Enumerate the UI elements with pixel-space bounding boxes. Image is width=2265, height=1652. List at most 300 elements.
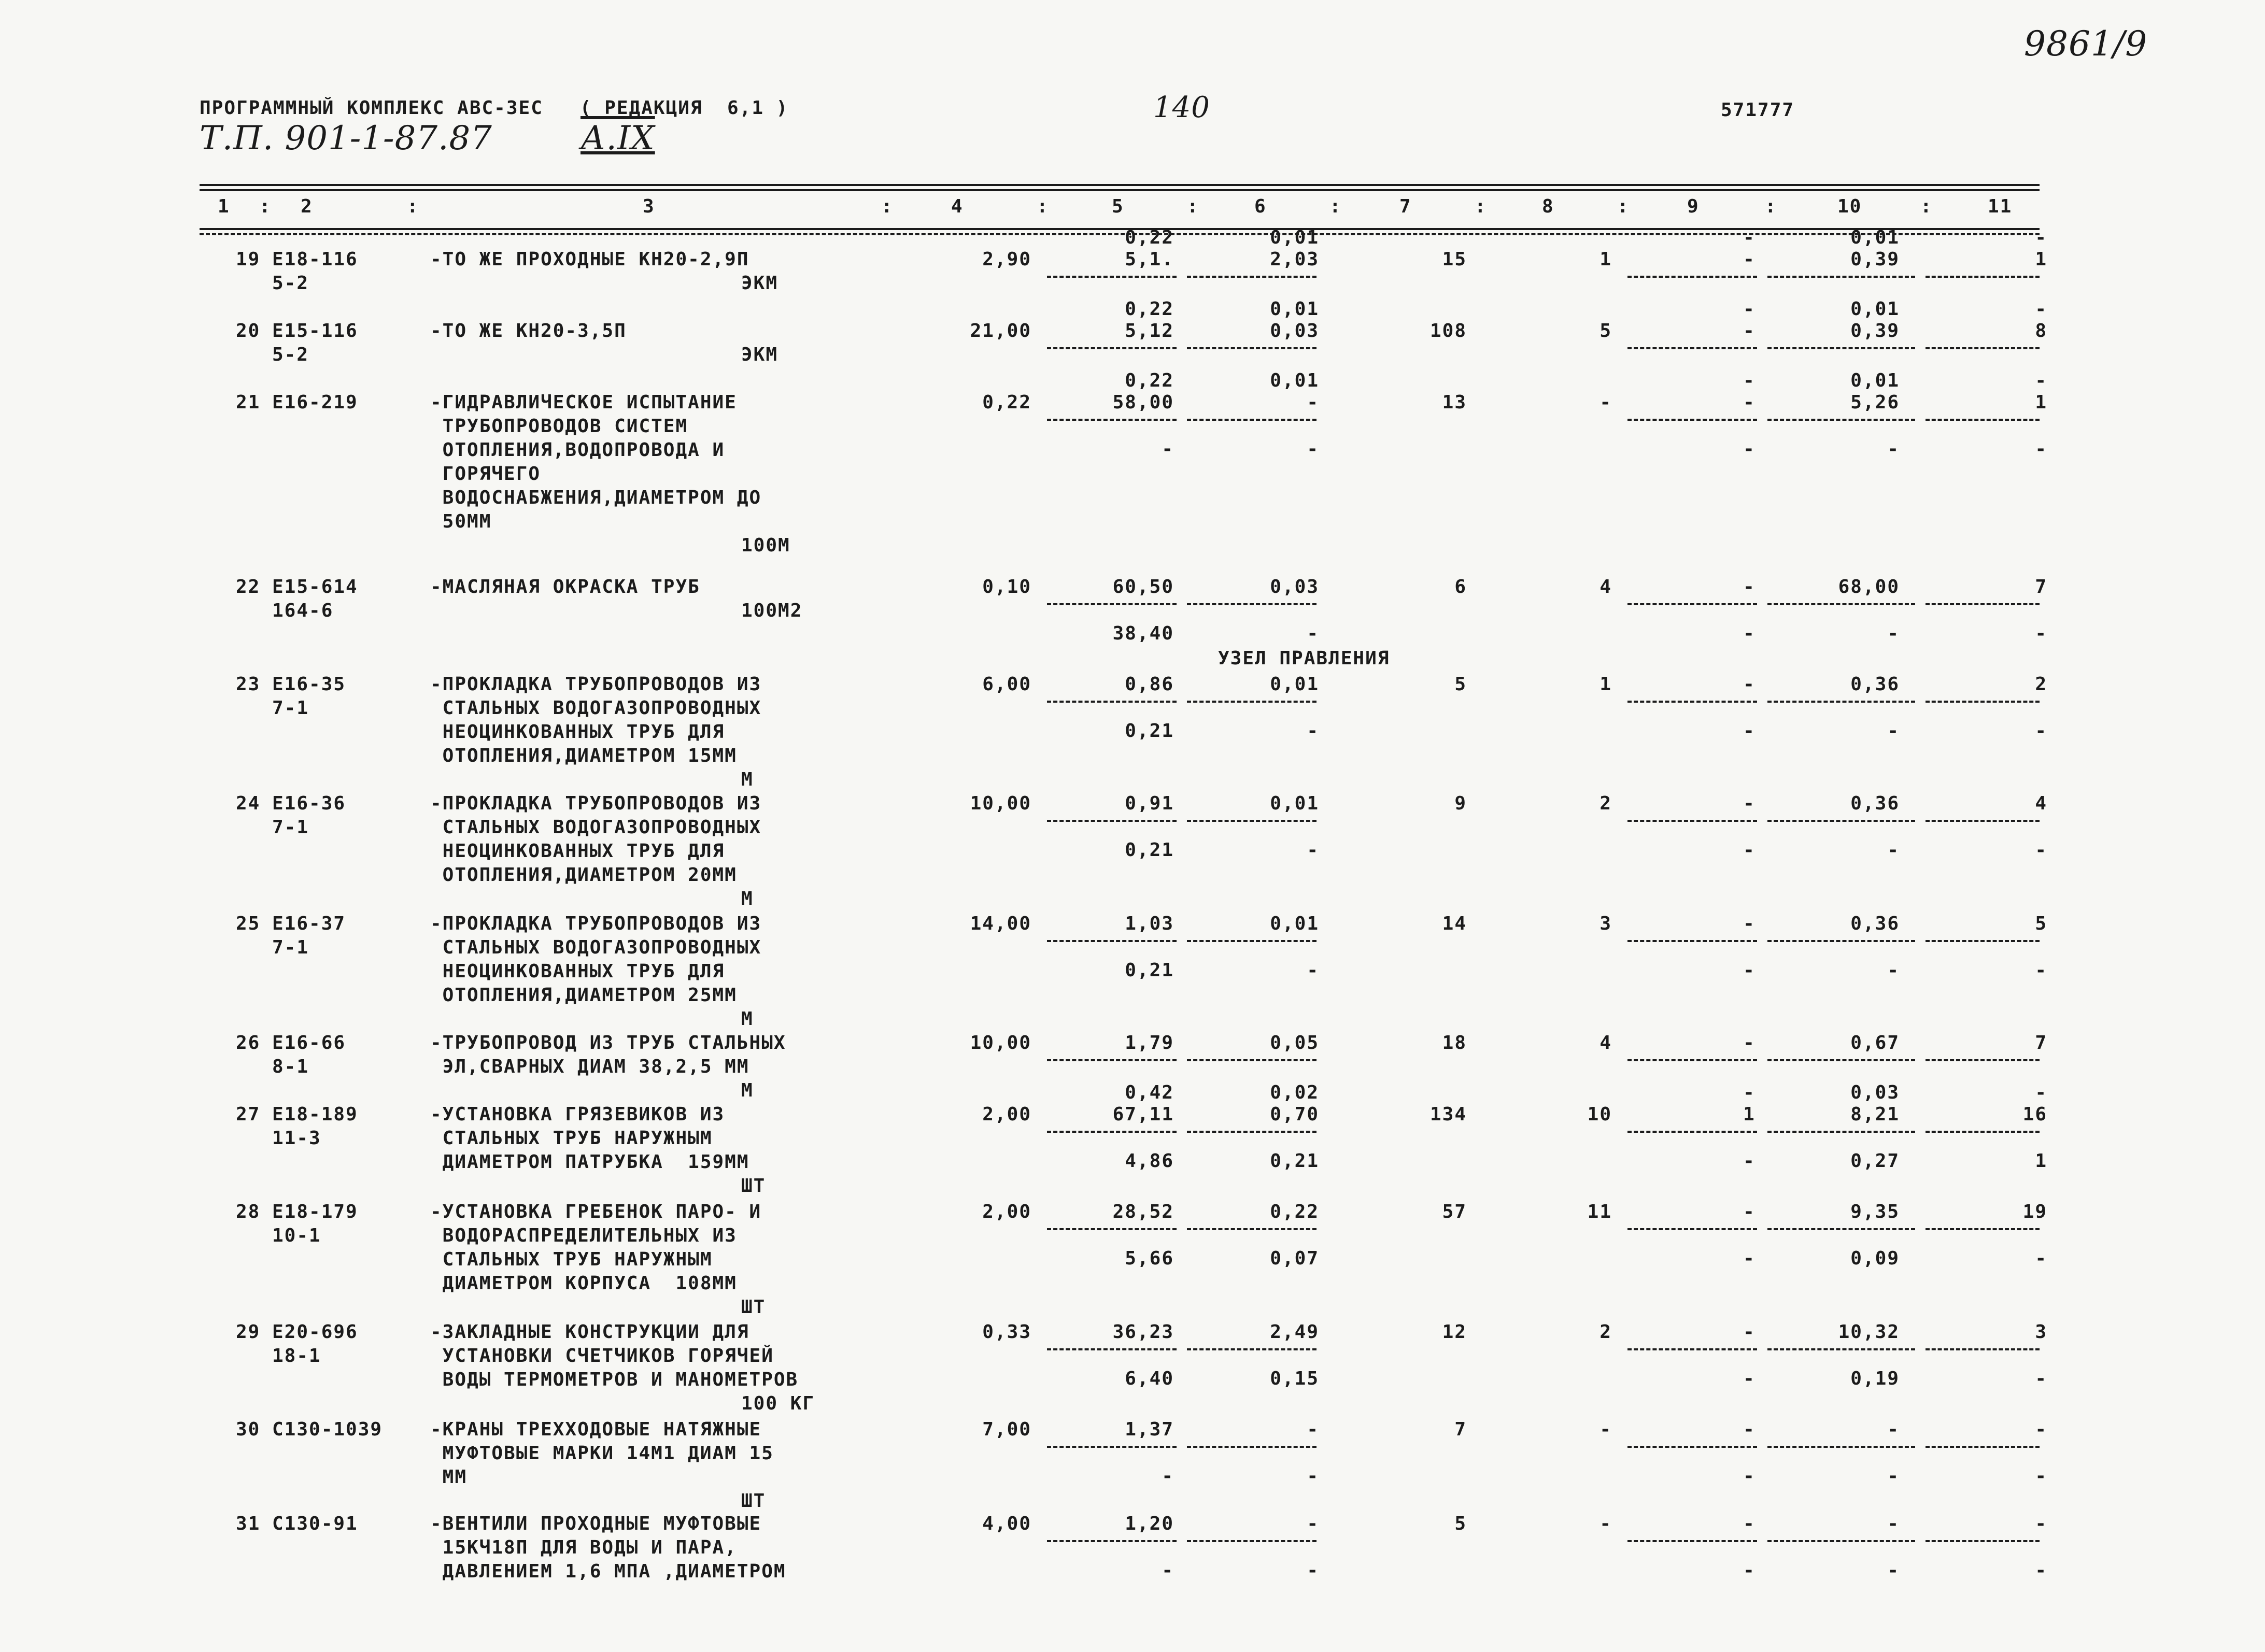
normative-code: Е16-37 — [272, 913, 346, 934]
cell-col-4: 0,10 — [982, 576, 1031, 597]
cell-col-11: 4 — [2035, 793, 2047, 814]
cell-col-8: 2 — [1599, 1321, 1612, 1343]
cell-divider-col-11 — [1926, 940, 2040, 942]
cell-divider-col-11 — [1926, 701, 2040, 703]
bottom-value-col-6: - — [1307, 720, 1319, 742]
cell-divider-col-9 — [1627, 1228, 1757, 1230]
column-header-9: 9 — [1687, 196, 1700, 217]
cell-divider-col-11 — [1926, 1059, 2040, 1061]
cell-divider-col-9 — [1627, 1540, 1757, 1542]
cell-col-11: 2 — [2035, 674, 2047, 695]
column-header-8: 8 — [1542, 196, 1554, 217]
cell-col-7: 18 — [1442, 1032, 1467, 1053]
row-number: 28 — [236, 1201, 261, 1222]
table-header-top-rule-2 — [200, 189, 2040, 191]
bottom-value-col-6: 0,07 — [1270, 1248, 1319, 1269]
cell-col-5: 1,03 — [1125, 913, 1174, 934]
cell-divider-col-5 — [1047, 820, 1177, 822]
bottom-value-col-9: - — [1743, 839, 1756, 861]
cell-col-11: 3 — [2035, 1321, 2047, 1343]
bottom-value-col-5: - — [1162, 1560, 1174, 1581]
cell-divider-col-10 — [1767, 1446, 1915, 1448]
bottom-value-col-5: 5,66 — [1125, 1248, 1174, 1269]
cell-col-4: 2,90 — [982, 249, 1031, 270]
row-number: 26 — [236, 1032, 261, 1053]
cell-col-5: 0,91 — [1125, 793, 1174, 814]
work-description-line: ОТОПЛЕНИЯ,ДИАМЕТРОМ 20ММ — [430, 864, 737, 886]
cell-col-8: 1 — [1599, 674, 1612, 695]
cell-divider-col-5 — [1047, 1446, 1177, 1448]
cell-divider-col-6 — [1187, 347, 1316, 349]
row-number: 27 — [236, 1104, 261, 1125]
cell-col-10: - — [1887, 1419, 1900, 1440]
cell-col-7: 108 — [1429, 320, 1467, 341]
cell-divider-col-5 — [1047, 701, 1177, 703]
cell-col-7: 14 — [1442, 913, 1467, 934]
top-value-col-5: 0,22 — [1125, 370, 1174, 391]
unit-of-measure: М — [741, 1080, 754, 1101]
bottom-value-col-9: - — [1743, 720, 1756, 742]
cell-col-7: 13 — [1442, 392, 1467, 413]
cell-divider-col-6 — [1187, 1348, 1316, 1350]
cell-col-9: - — [1743, 249, 1756, 270]
cell-divider-col-5 — [1047, 603, 1177, 605]
cell-col-10: 5,26 — [1850, 392, 1900, 413]
column-separator: : — [1329, 196, 1342, 217]
cell-divider-col-9 — [1627, 1446, 1757, 1448]
column-separator: : — [1920, 196, 1933, 217]
column-header-1: 1 — [218, 196, 230, 217]
work-description-line: ДИАМЕТРОМ КОРПУСА 108ММ — [430, 1273, 737, 1294]
cell-col-6: - — [1307, 1513, 1319, 1534]
bottom-value-col-9: - — [1743, 1248, 1756, 1269]
table-reference: 5-2 — [272, 344, 309, 365]
cell-divider-col-10 — [1767, 419, 1915, 421]
bottom-value-col-5: - — [1162, 438, 1174, 460]
cell-col-9: - — [1743, 674, 1756, 695]
work-description-line: ММ — [430, 1466, 468, 1488]
cell-col-11: - — [2035, 1513, 2047, 1534]
cell-col-4: 14,00 — [970, 913, 1031, 934]
cell-col-6: 0,03 — [1270, 576, 1319, 597]
work-description-line: УСТАНОВКИ СЧЕТЧИКОВ ГОРЯЧЕЙ — [430, 1345, 774, 1366]
top-value-col-11: - — [2035, 370, 2047, 391]
cell-divider-col-11 — [1926, 347, 2040, 349]
cell-col-10: 0,39 — [1850, 320, 1900, 341]
cell-col-9: - — [1743, 1321, 1756, 1343]
cell-col-9: - — [1743, 1032, 1756, 1053]
bottom-value-col-9: - — [1743, 1150, 1756, 1172]
cell-col-9: - — [1743, 913, 1756, 934]
cell-col-10: 8,21 — [1850, 1104, 1900, 1125]
cell-divider-col-5 — [1047, 347, 1177, 349]
cell-col-9: - — [1743, 1201, 1756, 1222]
row-number: 21 — [236, 392, 261, 413]
top-value-col-9: - — [1743, 298, 1756, 320]
top-value-col-6: 0,02 — [1270, 1082, 1319, 1103]
unit-of-measure: 100М2 — [741, 600, 803, 621]
work-description-line: -ПРОКЛАДКА ТРУБОПРОВОДОВ ИЗ — [430, 674, 762, 695]
cell-col-4: 0,33 — [982, 1321, 1031, 1343]
bottom-value-col-11: - — [2035, 1465, 2047, 1487]
bottom-value-col-5: 0,21 — [1125, 839, 1174, 861]
cell-col-6: 0,03 — [1270, 320, 1319, 341]
cell-divider-col-10 — [1767, 1348, 1915, 1350]
cell-divider-col-6 — [1187, 419, 1316, 421]
bottom-value-col-6: - — [1307, 623, 1319, 644]
work-description-line: -ТРУБОПРОВОД ИЗ ТРУБ СТАЛЬНЫХ — [430, 1032, 786, 1053]
top-value-col-5: 0,22 — [1125, 298, 1174, 320]
cell-col-9: - — [1743, 1419, 1756, 1440]
cell-col-8: 3 — [1599, 913, 1612, 934]
bottom-value-col-9: - — [1743, 623, 1756, 644]
table-header-top-rule — [200, 184, 2040, 186]
work-description-line: НЕОЦИНКОВАННЫХ ТРУБ ДЛЯ — [430, 721, 725, 743]
cell-col-11: 1 — [2035, 249, 2047, 270]
cell-divider-col-11 — [1926, 820, 2040, 822]
cell-col-11: 1 — [2035, 392, 2047, 413]
work-description-line: ТРУБОПРОВОДОВ СИСТЕМ — [430, 416, 688, 437]
cell-divider-col-11 — [1926, 1348, 2040, 1350]
normative-code: Е16-35 — [272, 674, 346, 695]
normative-code: Е15-614 — [272, 576, 358, 597]
program-header: ПРОГРАММНЫЙ КОМПЛЕКС АВС-3ЕС ( РЕДАКЦИЯ 6,1 ) — [200, 97, 789, 119]
bottom-value-col-9: - — [1743, 438, 1756, 460]
top-value-col-9: - — [1743, 227, 1756, 248]
column-separator: : — [881, 196, 894, 217]
work-description-line: ДАВЛЕНИЕМ 1,6 МПА ,ДИАМЕТРОМ — [430, 1561, 786, 1582]
cell-divider-col-10 — [1767, 347, 1915, 349]
cell-col-11: 8 — [2035, 320, 2047, 341]
column-separator: : — [1765, 196, 1777, 217]
top-value-col-6: 0,01 — [1270, 370, 1319, 391]
cell-col-5: 58,00 — [1112, 392, 1174, 413]
corner-mark: 9861/9 — [2024, 24, 2148, 64]
column-header-6: 6 — [1254, 196, 1267, 217]
work-description-line: -ТО ЖЕ ПРОХОДНЫЕ КН20-2,9П — [430, 249, 749, 270]
normative-code: Е18-179 — [272, 1201, 358, 1222]
cell-col-9: - — [1743, 793, 1756, 814]
cell-divider-col-6 — [1187, 1228, 1316, 1230]
column-separator: : — [1617, 196, 1630, 217]
work-description-line: 50ММ — [430, 511, 492, 532]
cell-col-6: 0,01 — [1270, 793, 1319, 814]
cell-col-7: 5 — [1454, 1513, 1467, 1534]
normative-code: Е16-36 — [272, 793, 346, 814]
cell-divider-col-6 — [1187, 820, 1316, 822]
cell-col-6: 0,01 — [1270, 674, 1319, 695]
cell-col-6: - — [1307, 392, 1319, 413]
cell-divider-col-10 — [1767, 1540, 1915, 1542]
cell-divider-col-11 — [1926, 1446, 2040, 1448]
column-header-2: 2 — [301, 196, 313, 217]
table-reference: 10-1 — [272, 1225, 321, 1246]
cell-col-5: 67,11 — [1112, 1104, 1174, 1125]
cell-col-8: 11 — [1587, 1201, 1612, 1222]
cell-divider-col-6 — [1187, 276, 1316, 278]
work-description-line: -КРАНЫ ТРЕХХОДОВЫЕ НАТЯЖНЫЕ — [430, 1419, 762, 1440]
cell-divider-col-6 — [1187, 701, 1316, 703]
cell-col-8: - — [1599, 1513, 1612, 1534]
work-description-line: МУФТОВЫЕ МАРКИ 14М1 ДИАМ 15 — [430, 1443, 774, 1464]
cell-divider-col-6 — [1187, 1446, 1316, 1448]
cell-col-9: 1 — [1743, 1104, 1756, 1125]
cell-col-8: 4 — [1599, 1032, 1612, 1053]
cell-col-4: 2,00 — [982, 1201, 1031, 1222]
work-description-line: ВОДЫ ТЕРМОМЕТРОВ И МАНОМЕТРОВ — [430, 1369, 799, 1390]
bottom-value-col-10: 0,27 — [1850, 1150, 1900, 1172]
cell-col-8: 1 — [1599, 249, 1612, 270]
table-reference: 5-2 — [272, 273, 309, 294]
column-header-4: 4 — [951, 196, 964, 217]
cell-col-5: 1,79 — [1125, 1032, 1174, 1053]
work-description-line: -ПРОКЛАДКА ТРУБОПРОВОДОВ ИЗ — [430, 793, 762, 814]
bottom-value-col-11: - — [2035, 1560, 2047, 1581]
top-value-col-6: 0,01 — [1270, 227, 1319, 248]
cell-divider-col-5 — [1047, 1228, 1177, 1230]
cell-col-5: 0,86 — [1125, 674, 1174, 695]
bottom-value-col-10: - — [1887, 839, 1900, 861]
cell-col-7: 15 — [1442, 249, 1467, 270]
cell-col-7: 5 — [1454, 674, 1467, 695]
top-value-col-5: 0,22 — [1125, 227, 1174, 248]
table-reference: 7-1 — [272, 817, 309, 838]
work-description-line: -ЗАКЛАДНЫЕ КОНСТРУКЦИИ ДЛЯ — [430, 1321, 749, 1343]
cell-col-11: 7 — [2035, 1032, 2047, 1053]
work-description-line: СТАЛЬНЫХ ВОДОГАЗОПРОВОДНЫХ — [430, 697, 762, 719]
bottom-value-col-11: - — [2035, 839, 2047, 861]
cell-divider-col-9 — [1627, 1348, 1757, 1350]
work-description-line: СТАЛЬНЫХ ВОДОГАЗОПРОВОДНЫХ — [430, 937, 762, 958]
cell-col-6: 2,49 — [1270, 1321, 1319, 1343]
cell-col-10: 0,67 — [1850, 1032, 1900, 1053]
cell-col-7: 7 — [1454, 1419, 1467, 1440]
cell-col-10: 0,36 — [1850, 674, 1900, 695]
bottom-value-col-10: - — [1887, 623, 1900, 644]
row-number: 30 — [236, 1419, 261, 1440]
column-header-11: 11 — [1988, 196, 2013, 217]
table-reference: 18-1 — [272, 1345, 321, 1366]
cell-divider-col-5 — [1047, 1131, 1177, 1133]
bottom-value-col-11: - — [2035, 960, 2047, 981]
cell-divider-col-10 — [1767, 276, 1915, 278]
cell-col-6: 0,70 — [1270, 1104, 1319, 1125]
work-description-line: СТАЛЬНЫХ ТРУБ НАРУЖНЫМ — [430, 1128, 713, 1149]
cell-divider-col-9 — [1627, 940, 1757, 942]
cell-col-9: - — [1743, 320, 1756, 341]
table-reference: 7-1 — [272, 937, 309, 958]
cell-divider-col-6 — [1187, 1540, 1316, 1542]
unit-of-measure: М — [741, 1008, 754, 1030]
cell-col-7: 134 — [1429, 1104, 1467, 1125]
cell-col-5: 36,23 — [1112, 1321, 1174, 1343]
cell-col-8: 5 — [1599, 320, 1612, 341]
column-separator: : — [259, 196, 272, 217]
cell-col-4: 10,00 — [970, 793, 1031, 814]
cell-col-8: - — [1599, 1419, 1612, 1440]
row-number: 31 — [236, 1513, 261, 1534]
work-description-line: ОТОПЛЕНИЯ,ВОДОПРОВОДА И — [430, 439, 725, 461]
cell-col-4: 4,00 — [982, 1513, 1031, 1534]
cell-divider-col-10 — [1767, 701, 1915, 703]
cell-col-4: 2,00 — [982, 1104, 1031, 1125]
bottom-value-col-10: - — [1887, 1465, 1900, 1487]
cell-divider-col-5 — [1047, 1348, 1177, 1350]
bottom-value-col-9: - — [1743, 1560, 1756, 1581]
cell-col-11: 5 — [2035, 913, 2047, 934]
cell-col-11: 19 — [2022, 1201, 2047, 1222]
top-value-col-11: - — [2035, 227, 2047, 248]
bottom-value-col-6: - — [1307, 1560, 1319, 1581]
row-number: 25 — [236, 913, 261, 934]
cell-divider-col-6 — [1187, 1131, 1316, 1133]
cell-col-4: 0,22 — [982, 392, 1031, 413]
work-description-line: НЕОЦИНКОВАННЫХ ТРУБ ДЛЯ — [430, 961, 725, 982]
cell-divider-col-9 — [1627, 1131, 1757, 1133]
work-description-line: ГОРЯЧЕГО — [430, 463, 541, 485]
cell-col-4: 21,00 — [970, 320, 1031, 341]
work-description-line: -ПРОКЛАДКА ТРУБОПРОВОДОВ ИЗ — [430, 913, 762, 934]
top-value-col-10: 0,01 — [1850, 370, 1900, 391]
bottom-value-col-6: 0,15 — [1270, 1368, 1319, 1389]
row-number: 24 — [236, 793, 261, 814]
cell-col-8: 10 — [1587, 1104, 1612, 1125]
bottom-value-col-6: - — [1307, 960, 1319, 981]
bottom-value-col-10: - — [1887, 1560, 1900, 1581]
table-reference: 164-6 — [272, 600, 334, 621]
column-separator: : — [1037, 196, 1049, 217]
cell-divider-col-9 — [1627, 1059, 1757, 1061]
cell-col-5: 28,52 — [1112, 1201, 1174, 1222]
cell-col-4: 7,00 — [982, 1419, 1031, 1440]
row-number: 23 — [236, 674, 261, 695]
normative-code: С130-91 — [272, 1513, 358, 1534]
work-description-line: НЕОЦИНКОВАННЫХ ТРУБ ДЛЯ — [430, 841, 725, 862]
cell-col-6: 0,01 — [1270, 913, 1319, 934]
section-label: УЗЕЛ ПРАВЛЕНИЯ — [1218, 648, 1390, 669]
normative-code: Е16-66 — [272, 1032, 346, 1053]
table-reference: 11-3 — [272, 1128, 321, 1149]
bottom-value-col-11: 1 — [2035, 1150, 2047, 1172]
work-description-line: ВОДОСНАБЖЕНИЯ,ДИАМЕТРОМ ДО — [430, 487, 762, 508]
table-reference: 7-1 — [272, 697, 309, 719]
work-description-line: ОТОПЛЕНИЯ,ДИАМЕТРОМ 25ММ — [430, 985, 737, 1006]
cell-divider-col-9 — [1627, 820, 1757, 822]
cell-col-5: 5,12 — [1125, 320, 1174, 341]
work-description-line: СТАЛЬНЫХ ТРУБ НАРУЖНЫМ — [430, 1249, 713, 1270]
column-separator: : — [1187, 196, 1199, 217]
work-description-line: ЭЛ,СВАРНЫХ ДИАМ 38,2,5 ММ — [430, 1056, 749, 1077]
column-header-5: 5 — [1112, 196, 1124, 217]
top-value-col-11: - — [2035, 1082, 2047, 1103]
cell-divider-col-11 — [1926, 603, 2040, 605]
cell-divider-col-10 — [1767, 940, 1915, 942]
cell-col-11: 16 — [2022, 1104, 2047, 1125]
cell-divider-col-9 — [1627, 419, 1757, 421]
bottom-value-col-10: - — [1887, 720, 1900, 742]
project-number: Т.П. 901-1-87.87 — [200, 119, 492, 158]
column-header-10: 10 — [1837, 196, 1862, 217]
cell-divider-col-9 — [1627, 701, 1757, 703]
bottom-value-col-11: - — [2035, 438, 2047, 460]
cell-col-7: 57 — [1442, 1201, 1467, 1222]
document-code: 571777 — [1721, 99, 1795, 121]
bottom-value-col-9: - — [1743, 1368, 1756, 1389]
normative-code: Е20-696 — [272, 1321, 358, 1343]
unit-of-measure: М — [741, 888, 754, 909]
cell-col-9: - — [1743, 576, 1756, 597]
cell-divider-col-11 — [1926, 1540, 2040, 1542]
top-value-col-9: - — [1743, 370, 1756, 391]
bottom-value-col-9: - — [1743, 1465, 1756, 1487]
bottom-value-col-5: 6,40 — [1125, 1368, 1174, 1389]
top-value-col-9: - — [1743, 1082, 1756, 1103]
cell-col-6: 0,05 — [1270, 1032, 1319, 1053]
bottom-value-col-6: - — [1307, 839, 1319, 861]
cell-divider-col-6 — [1187, 603, 1316, 605]
work-description-line: ВОДОРАСПРЕДЕЛИТЕЛЬНЫХ ИЗ — [430, 1225, 737, 1246]
cell-divider-col-10 — [1767, 1228, 1915, 1230]
unit-of-measure: ЭКМ — [741, 273, 778, 294]
bottom-value-col-5: 0,21 — [1125, 720, 1174, 742]
bottom-value-col-10: 0,19 — [1850, 1368, 1900, 1389]
cell-col-10: 0,36 — [1850, 913, 1900, 934]
cell-divider-col-9 — [1627, 276, 1757, 278]
top-value-col-6: 0,01 — [1270, 298, 1319, 320]
bottom-value-col-6: - — [1307, 1465, 1319, 1487]
normative-code: Е18-116 — [272, 249, 358, 270]
bottom-value-col-5: 38,40 — [1112, 623, 1174, 644]
cell-col-10: 9,35 — [1850, 1201, 1900, 1222]
cell-col-4: 6,00 — [982, 674, 1031, 695]
top-value-col-5: 0,42 — [1125, 1082, 1174, 1103]
cell-col-10: 0,36 — [1850, 793, 1900, 814]
unit-of-measure: ШТ — [741, 1297, 766, 1318]
normative-code: Е15-116 — [272, 320, 358, 341]
unit-of-measure: ШТ — [741, 1490, 766, 1512]
row-number: 22 — [236, 576, 261, 597]
cell-col-9: - — [1743, 392, 1756, 413]
cell-divider-col-9 — [1627, 603, 1757, 605]
row-number: 19 — [236, 249, 261, 270]
top-value-col-10: 0,01 — [1850, 298, 1900, 320]
work-description-line: ДИАМЕТРОМ ПАТРУБКА 159ММ — [430, 1151, 749, 1173]
table-reference: 8-1 — [272, 1056, 309, 1077]
bottom-value-col-5: 0,21 — [1125, 960, 1174, 981]
cell-divider-col-6 — [1187, 940, 1316, 942]
cell-divider-col-10 — [1767, 1059, 1915, 1061]
work-description-line: ОТОПЛЕНИЯ,ДИАМЕТРОМ 15ММ — [430, 745, 737, 766]
work-description-line: -ГИДРАВЛИЧЕСКОЕ ИСПЫТАНИЕ — [430, 392, 737, 413]
bottom-value-col-10: 0,09 — [1850, 1248, 1900, 1269]
work-description-line: -ТО ЖЕ КН20-3,5П — [430, 320, 627, 341]
cell-divider-col-10 — [1767, 603, 1915, 605]
cell-col-8: - — [1599, 392, 1612, 413]
column-separator: : — [407, 196, 419, 217]
cell-divider-col-5 — [1047, 940, 1177, 942]
cell-col-11: 7 — [2035, 576, 2047, 597]
album-number: А.IX — [581, 119, 655, 158]
bottom-value-col-11: - — [2035, 720, 2047, 742]
page-number: 140 — [1153, 91, 1210, 124]
cell-col-5: 1,37 — [1125, 1419, 1174, 1440]
unit-of-measure: 100М — [741, 535, 790, 556]
cell-col-8: 4 — [1599, 576, 1612, 597]
cell-col-9: - — [1743, 1513, 1756, 1534]
cell-col-6: 2,03 — [1270, 249, 1319, 270]
cell-col-6: - — [1307, 1419, 1319, 1440]
bottom-value-col-5: 4,86 — [1125, 1150, 1174, 1172]
